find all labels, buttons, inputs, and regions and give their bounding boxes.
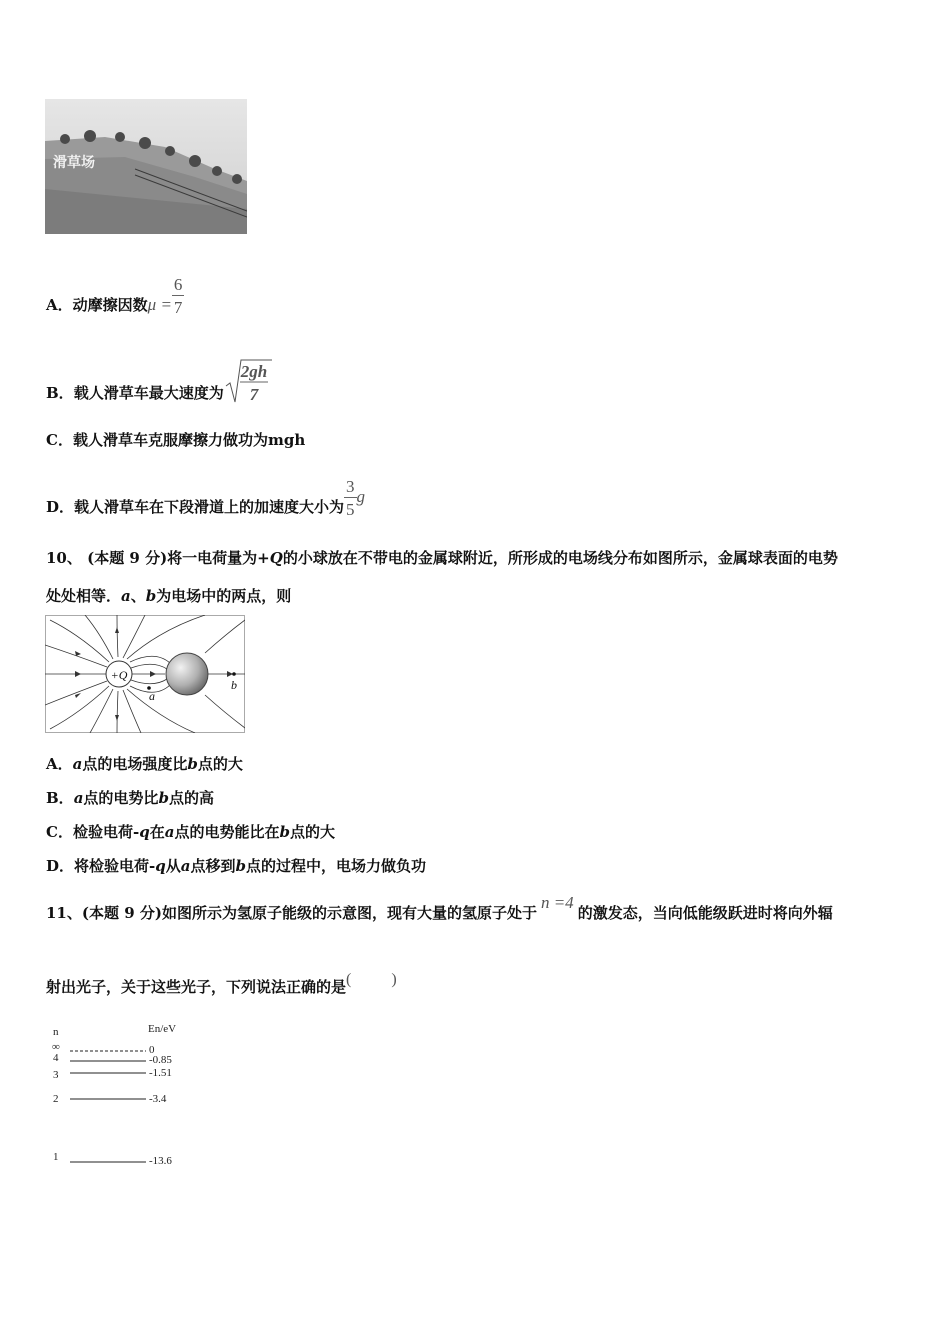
grass-slide-photo: [45, 99, 247, 234]
q10-stem-line1: 10、 (本题 9 分)将一电荷量为+Q的小球放在不带电的金属球附近，所形成的电场线分布如图所示，金属球表面的电势: [46, 549, 838, 567]
level-n-inf: ∞: [52, 1041, 60, 1053]
level-e-3: -1.51: [149, 1067, 172, 1079]
level-e-inf: 0: [149, 1044, 155, 1056]
level-n-2: 2: [53, 1093, 59, 1105]
svg-text:7: 7: [249, 385, 258, 404]
q9-option-b: B．载人滑草车最大速度为 2gh 7: [46, 370, 272, 418]
q11-stem-line1: 11、(本题 9 分)如图所示为氢原子能级的示意图，现有大量的氢原子处于n =4的激发态，当向低能级跃进时将向外辐: [46, 893, 833, 922]
point-b-label: b: [231, 678, 237, 692]
level-e-1: -13.6: [149, 1155, 172, 1167]
q10-option-c: C．检验电荷-q在a点的电势能比在b点的大: [46, 823, 335, 841]
q9-option-c: C．载人滑草车克服摩擦力做功为mgh: [46, 431, 306, 449]
level-e-2: -3.4: [149, 1093, 167, 1105]
q10-option-a: A．a点的电场强度比b点的大: [46, 755, 243, 773]
sqrt-sign-icon: [224, 358, 272, 406]
q9-option-a: A．动摩擦因数μ = $\frac{6}{7}$: [46, 275, 183, 317]
diagram-n-header: n: [53, 1026, 59, 1038]
level-n-4: 4: [53, 1052, 59, 1064]
level-e-4: -0.85: [149, 1054, 172, 1066]
photo-sign-text: 滑草场: [53, 156, 95, 171]
q10-stem-line2: 处处相等．a、b为电场中的两点，则: [46, 587, 292, 605]
level-n-3: 3: [53, 1069, 59, 1081]
q10-option-b: B．a点的电势比b点的高: [46, 789, 214, 807]
electric-field-figure: [45, 615, 245, 733]
q10-option-d: D．将检验电荷-q从a点移到b点的过程中，电场力做负功: [46, 857, 427, 875]
diagram-energy-header: En/eV: [148, 1023, 177, 1035]
energy-level-diagram: [48, 1018, 208, 1173]
q11-formula: n =4: [540, 893, 574, 912]
level-n-1: 1: [53, 1151, 59, 1163]
charge-label: +Q: [110, 668, 128, 682]
q9-option-d: D．载人滑草车在下段滑道上的加速度大小为 $\frac{3}{5}$ g: [46, 477, 366, 519]
q11-stem-line2: 射出光子，关于这些光子，下列说法正确的是( ): [46, 971, 397, 996]
svg-text:2gh: 2gh: [240, 362, 267, 381]
point-a-label: a: [149, 689, 155, 703]
